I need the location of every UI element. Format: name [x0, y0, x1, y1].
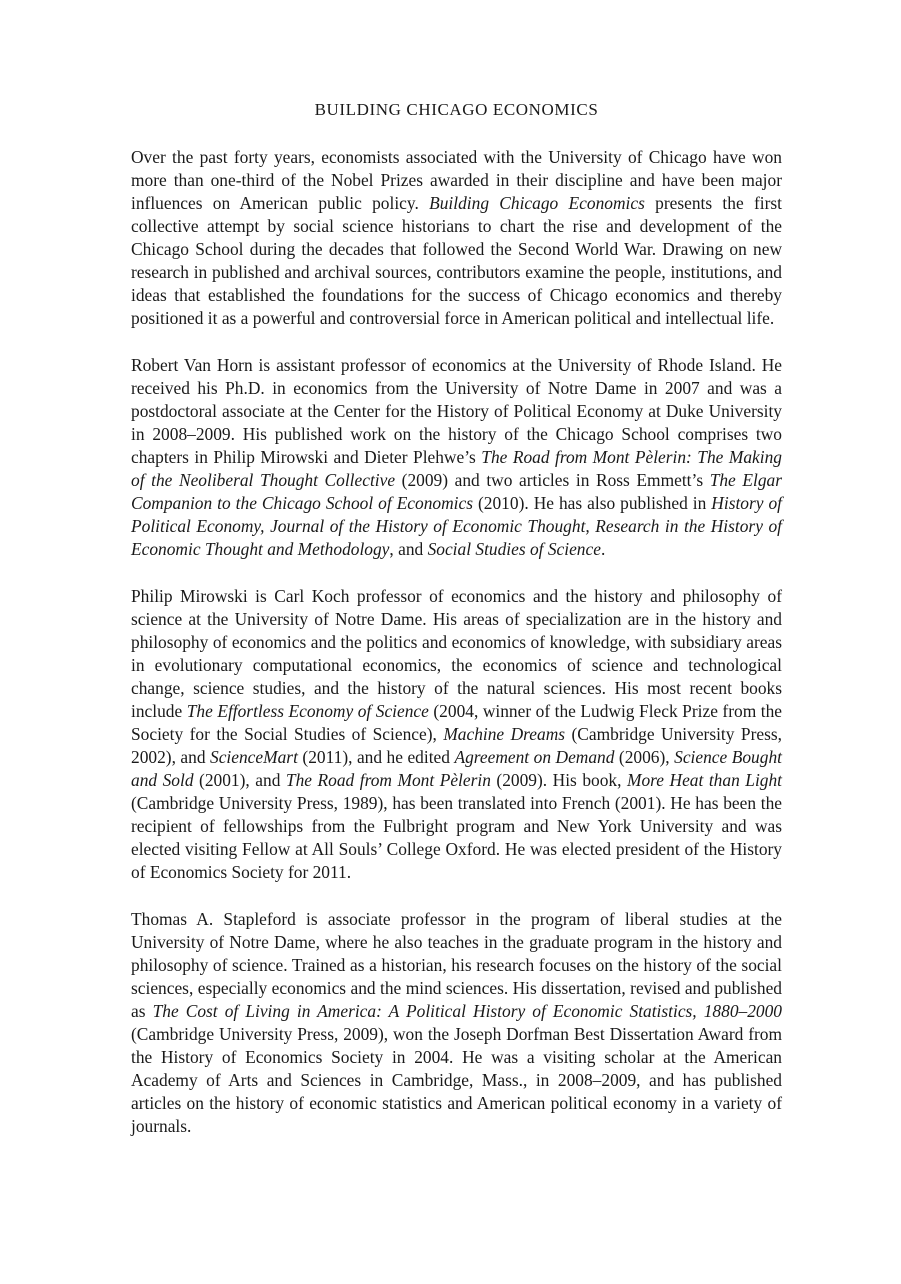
- book-title: Building Chicago Economics: [429, 193, 645, 213]
- page-content: [131, 100, 782, 1162]
- book-description: Over the past forty years, economists associated with the University of Chicago have won more than one-third of the Nobel Prizes awarded in their discipline and have been major influences on American public policy. Building Chicago Economics presents the first collective attempt by social science historians to chart the rise and development of the Chicago School during the decades that followed the Second World War. Drawing on new research in published and archival sources, contributors examine the people, institutions, and ideas that established the foundations for the success of Chicago economics and thereby positioned it as a powerful and controversial force in American political and intellectual life.: [131, 147, 782, 328]
- bio-stapleford: Thomas A. Stapleford is associate professor in the program of liberal studies at the University of Notre Dame, where he also teaches in the graduate program in the history and philosophy of science. Trained as a historian, his research focuses on the history of the social sciences, especially economics and the mind sciences. His dissertation, revised and published as The Cost of Living in America: A Political History of Economic Statistics, 1880–2000 (Cambridge University Press, 2009), won the Joseph Dorfman Best Dissertation Award from the History of Economics Society in 2004. He was a visiting scholar at the American Academy of Arts and Sciences in Cambridge, Mass., in 2008–2009, and has published articles on the history of economic statistics and American political economy in a variety of journals.: [131, 909, 782, 1136]
- bio-van-horn: Robert Van Horn is assistant professor of economics at the University of Rhode Island. He received his Ph.D. in economics from the University of Notre Dame in 2007 and was a postdoctoral associate at the Center for the History of Political Economy at Duke University in 2008–2009. His published work on the history of the Chicago School comprises two chapters in Philip Mirowski and Dieter Plehwe’s The Road from Mont Pèlerin: The Making of the Neoliberal Thought Collective (2009) and two articles in Ross Emmett’s The Elgar Companion to the Chicago School of Economics (2010). He has also published in History of Political Economy, Journal of the History of Economic Thought, Research in the History of Economic Thought and Methodology, and Social Studies of Science.: [131, 355, 782, 559]
- page-title: BUILDING CHICAGO ECONOMICS: [314, 100, 599, 119]
- bio-mirowski: Philip Mirowski is Carl Koch professor of economics and the history and philosophy of science at the University of Notre Dame. His areas of specialization are in the history and philosophy of economics and the politics and economics of knowledge, with subsidiary areas in evolutionary computational economics, the economics of science and technological change, science studies, and the history of the natural sciences. His most recent books include The Effortless Economy of Science (2004, winner of the Ludwig Fleck Prize from the Society for the Social Studies of Science), Machine Dreams (Cambridge University Press, 2002), and ScienceMart (2011), and he edited Agreement on Demand (2006), Science Bought and Sold (2001), and The Road from Mont Pèlerin (2009). His book, More Heat than Light (Cambridge University Press, 1989), has been translated into French (2001). He has been the recipient of fellowships from the Fulbright program and New York University and was elected visiting Fellow at All Souls’ College Oxford. He was elected president of the History of Economics Society for 2011.: [131, 586, 783, 882]
